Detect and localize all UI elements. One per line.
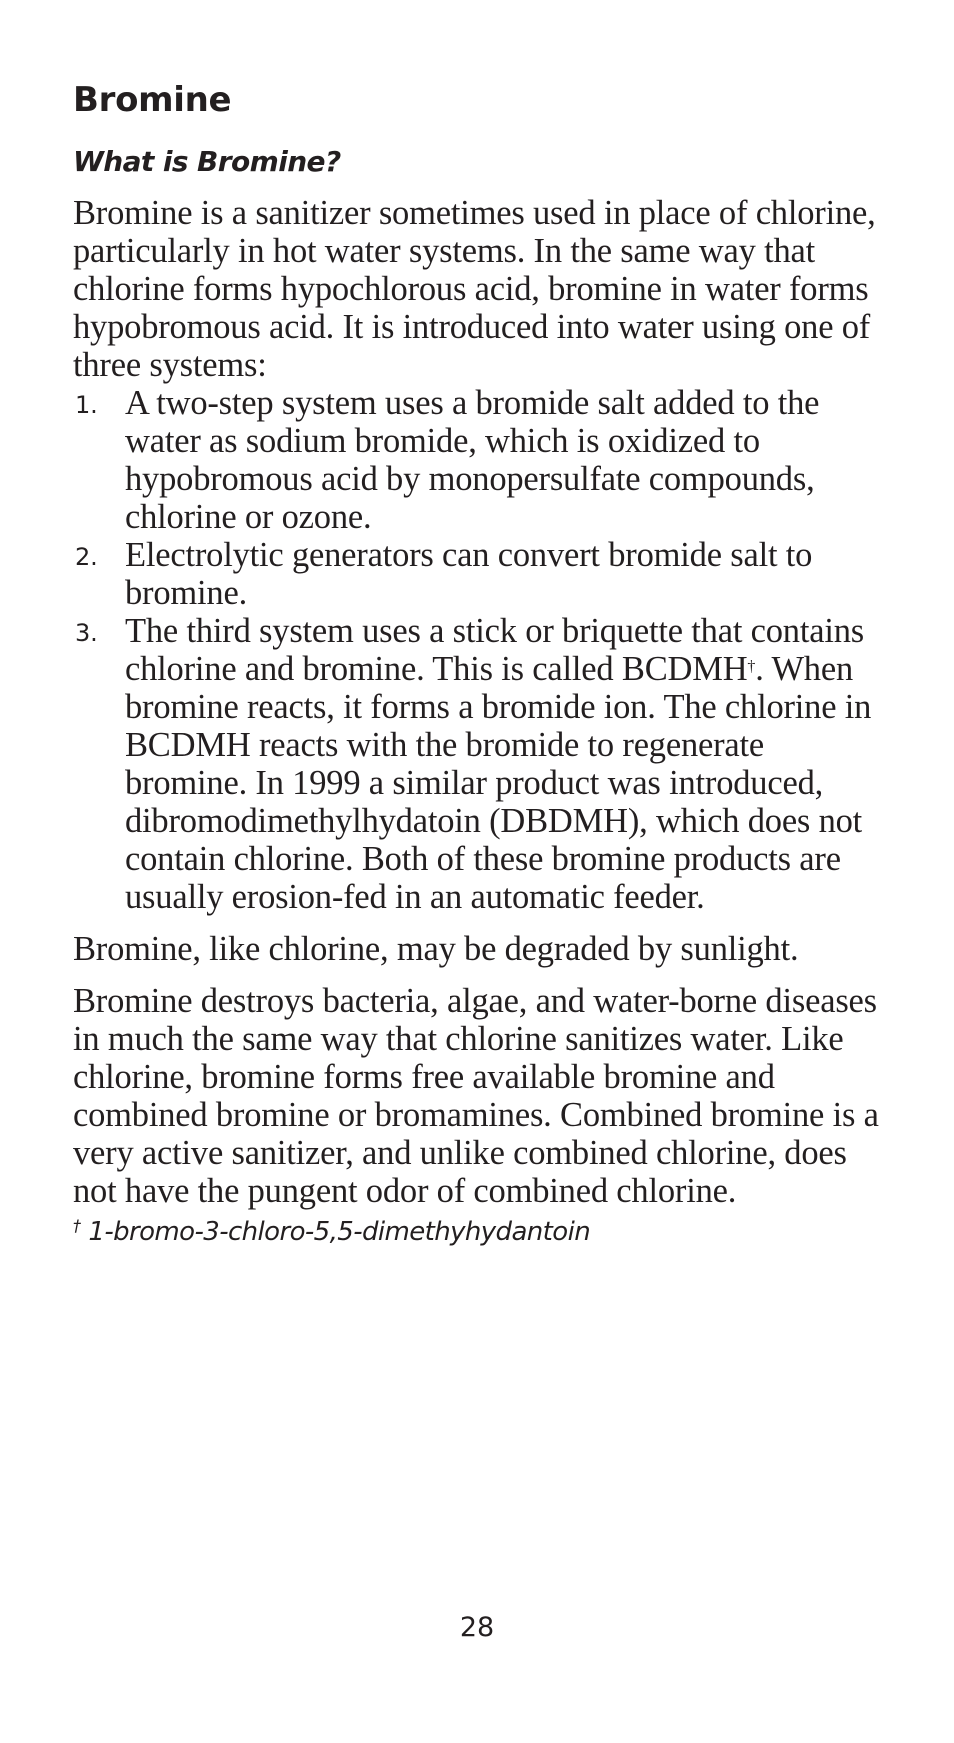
section-subtitle: What is Bromine?: [73, 144, 341, 178]
list-item: [73, 612, 893, 916]
systems-list: [73, 384, 893, 916]
footnote-mark: †: [73, 1216, 81, 1236]
footnote: [73, 1216, 893, 1250]
intro-paragraph: Bromine is a sanitizer sometimes used in place of chlorine, particularly in hot water systems. In the same way that chlorine forms hypochlorous acid, bromine in water forms hypobromous acid. It is introduced into water using one of three systems:: [73, 194, 876, 385]
document-page: [73, 80, 893, 1250]
list-item-number: 3.: [75, 619, 98, 648]
section-title: Bromine: [73, 80, 232, 120]
list-item-number: 2.: [75, 543, 98, 572]
list-item-text: A two-step system uses a bromide salt added to the water as sodium bromide, which is oxidized to hypobromous acid by monopersulfate compounds, chlorine or ozone.: [125, 384, 820, 537]
list-item-text-after-mark: . When bromine reacts, it forms a bromide ion. The chlorine in BCDMH reacts with the bromide to regenerate bromine. In 1999 a similar product was introduced, dibromodimethylhydatoin (DBDMH), which does not contain chlorine. Both of these bromine products are usually erosion-fed in an automatic feeder.: [125, 650, 872, 917]
sanitizing-paragraph: Bromine destroys bacteria, algae, and water-borne diseases in much the same way that chlorine sanitizes water. Like chlorine, bromine forms free available bromine and combined bromine or bromamines. Combined bromine is a very active sanitizer, and unlike combined chlorine, does not have the pungent odor of combined chlorine.: [73, 982, 879, 1211]
list-item: [73, 384, 893, 536]
list-item-text-before-mark: The third system uses a stick or briquette that contains chlorine and bromine. This is called BCDMH: [125, 612, 865, 689]
footnote-reference-mark: †: [747, 658, 756, 676]
page-number: 28: [459, 1612, 495, 1643]
list-item-number: 1.: [75, 391, 98, 420]
footnote-text: 1-bromo-3-chloro-5,5-dimethyhydantoin: [88, 1217, 591, 1248]
sunlight-paragraph: Bromine, like chlorine, may be degraded by sunlight.: [73, 930, 799, 969]
list-item: [73, 536, 893, 612]
list-item-text: Electrolytic generators can convert bromide salt to bromine.: [125, 536, 813, 613]
